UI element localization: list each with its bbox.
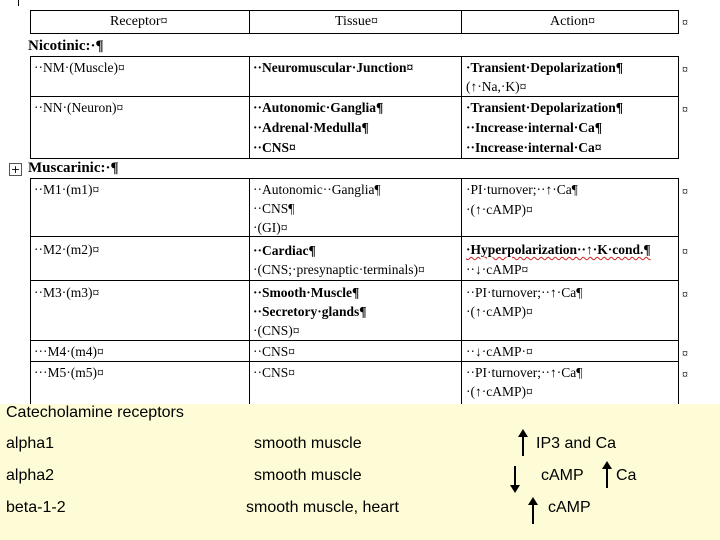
action-m3-2: ·(↑·cAMP)¤ bbox=[466, 304, 533, 319]
table-border-top bbox=[30, 10, 678, 11]
catecholamine-title: Catecholamine receptors bbox=[6, 404, 184, 421]
table-move-handle[interactable]: + bbox=[10, 163, 21, 176]
action-nn-1: ·Transient·Depolarization¶ bbox=[466, 100, 624, 115]
header-receptor: Receptor¤ bbox=[110, 14, 168, 29]
tissue-m1-1: ··Autonomic··Ganglia¶ bbox=[253, 182, 381, 197]
tissue-alpha2: smooth muscle bbox=[254, 467, 362, 484]
arrow-up-icon bbox=[606, 468, 608, 488]
effect-beta: cAMP bbox=[548, 499, 591, 516]
receptor-m5: ···M5·(m5)¤ bbox=[34, 365, 104, 380]
tissue-nn-3: ··CNS¤ bbox=[253, 140, 296, 155]
tissue-m4-1: ··CNS¤ bbox=[253, 344, 296, 359]
tissue-m3-1: ··Smooth·Muscle¶ bbox=[253, 285, 360, 300]
tissue-m3-2: ··Secretory·glands¶ bbox=[253, 304, 367, 319]
header-tissue: Tissue¤ bbox=[335, 14, 379, 29]
tissue-m1-2: ··CNS¶ bbox=[253, 201, 295, 216]
action-m1-1: ·PI·turnover;··↑·Ca¶ bbox=[466, 182, 578, 197]
tissue-nn-1: ··Autonomic·Ganglia¶ bbox=[253, 100, 384, 115]
action-m1-2: ·(↑·cAMP)¤ bbox=[466, 202, 533, 217]
header-action: Action¤ bbox=[550, 14, 596, 29]
action-m4-1: ··↓·cAMP·¤ bbox=[466, 344, 533, 359]
effect-alpha2-1: cAMP bbox=[541, 467, 584, 484]
tissue-m5-1: ··CNS¤ bbox=[253, 365, 296, 380]
tissue-m3-3: ·(CNS)¤ bbox=[253, 323, 300, 338]
receptor-m4: ···M4·(m4)¤ bbox=[34, 344, 104, 359]
action-nn-2: ··Increase·internal·Ca¶ bbox=[466, 120, 603, 135]
tissue-alpha1: smooth muscle bbox=[254, 435, 362, 452]
tissue-m1-3: ·(GI)¤ bbox=[253, 220, 288, 235]
receptor-nn: ··NN·(Neuron)¤ bbox=[34, 100, 124, 115]
nicotinic-title: Nicotinic:·¶ bbox=[28, 38, 104, 54]
tissue-beta: smooth muscle, heart bbox=[246, 499, 399, 516]
arrow-down-icon bbox=[514, 466, 516, 486]
tissue-m2-1: ··Cardiac¶ bbox=[253, 243, 316, 258]
tissue-m2-2: ·(CNS;·presynaptic·terminals)¤ bbox=[253, 262, 425, 277]
action-nn-3: ··Increase·internal·Ca¤ bbox=[466, 140, 602, 155]
action-nm-1: ·Transient·Depolarization¶ bbox=[466, 60, 624, 75]
effect-alpha1: IP3 and Ca bbox=[536, 435, 617, 452]
header-border-bottom bbox=[30, 33, 678, 34]
tissue-nn-2: ··Adrenal·Medulla¶ bbox=[253, 120, 369, 135]
row-end-mark: ¤ bbox=[682, 15, 688, 29]
effect-alpha2-2: Ca bbox=[616, 467, 637, 484]
margin-mark bbox=[18, 0, 19, 6]
tissue-nm-1: ··Neuromuscular·Junction¤ bbox=[253, 60, 414, 75]
action-m5-2: ·(↑·cAMP)¤ bbox=[466, 384, 533, 399]
action-nm-2: (↑·Na,·K)¤ bbox=[466, 79, 527, 94]
arrow-up-icon bbox=[532, 504, 534, 524]
receptor-m1: ··M1·(m1)¤ bbox=[34, 182, 100, 197]
receptor-nm: ··NM·(Muscle)¤ bbox=[34, 60, 125, 75]
action-m3-1: ··PI·turnover;··↑·Ca¶ bbox=[466, 285, 583, 300]
receptor-alpha2: alpha2 bbox=[6, 467, 55, 484]
arrow-up-icon bbox=[522, 436, 524, 456]
muscarinic-title: Muscarinic:·¶ bbox=[28, 160, 119, 176]
action-m2-1: ·Hyperpolarization··↑·K·cond.¶ bbox=[466, 242, 651, 257]
catecholamine-panel bbox=[0, 404, 720, 540]
receptor-beta: beta-1-2 bbox=[6, 499, 66, 516]
receptor-alpha1: alpha1 bbox=[6, 435, 55, 452]
action-m2-2: ··↓·cAMP¤ bbox=[466, 262, 529, 277]
receptor-m2: ··M2·(m2)¤ bbox=[34, 242, 100, 257]
receptor-m3: ··M3·(m3)¤ bbox=[34, 285, 100, 300]
action-m5-1: ··PI·turnover;··↑·Ca¶ bbox=[466, 365, 583, 380]
